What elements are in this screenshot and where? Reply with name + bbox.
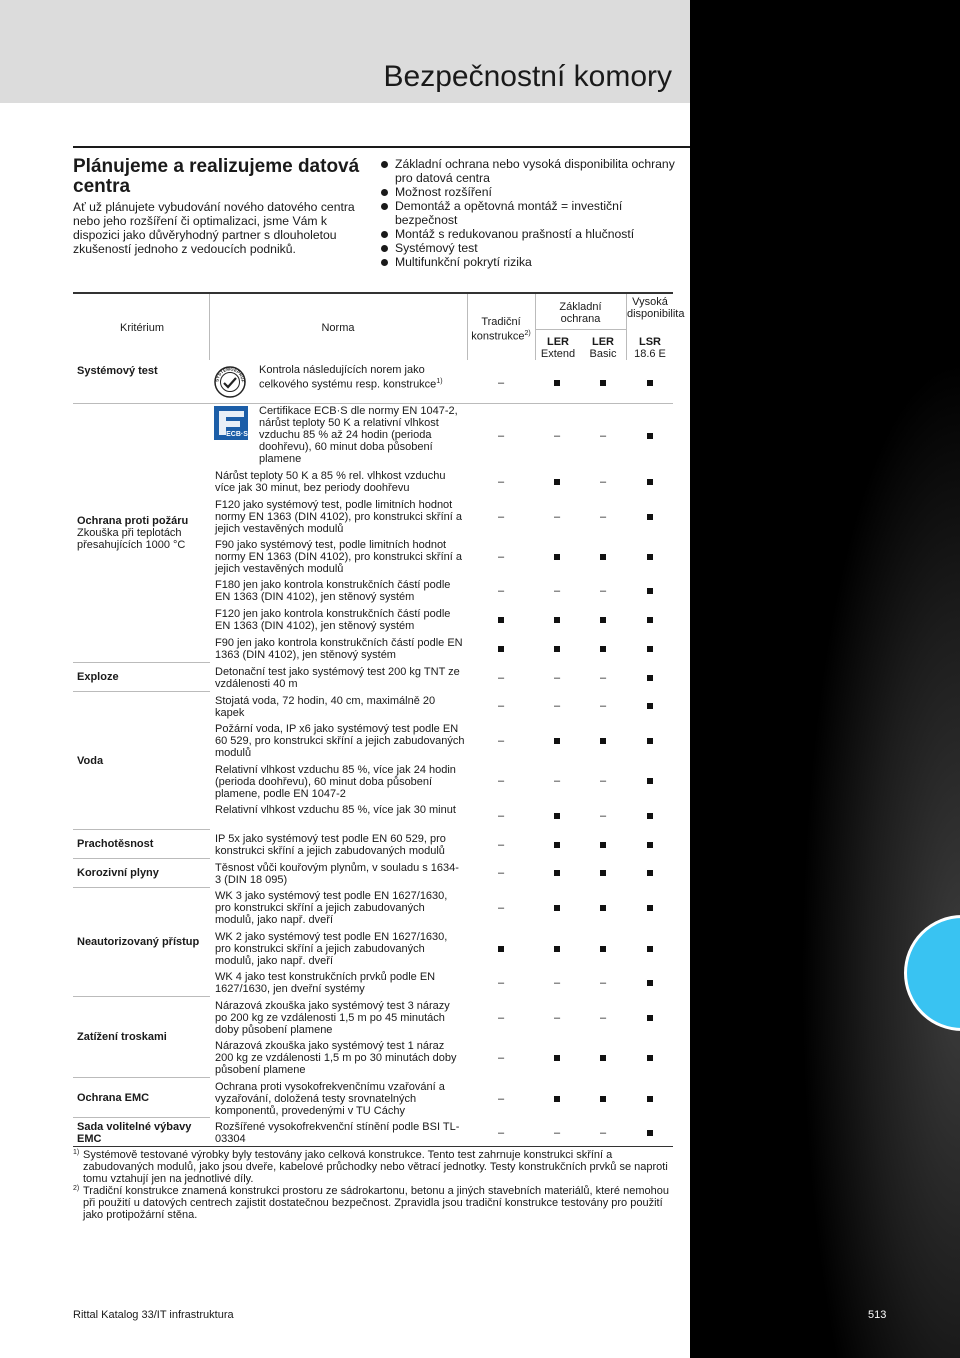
group-label-text: Ochrana EMC: [77, 1092, 150, 1104]
dash-mark: [489, 511, 513, 523]
dash-mark: [545, 672, 569, 684]
norma-text: Požární voda, IP x6 jako systémový test podle EN 60 529, pro konstrukci skříní a jejich zabudovaných modulů: [215, 723, 465, 759]
dash-mark: [591, 810, 615, 822]
norma-text: F120 jen jako kontrola konstrukčních částí podle EN 1363 (DIN 4102), jen stěnový systém: [215, 608, 451, 632]
footnote-text: Tradiční konstrukce znamená konstrukci prostoru ze sádrokartonu, betonu a jiných stavebních materiálů, které nemohou při použití u datových centrech zajistit dostatečnou bezpečnost. Zpravidla jsou tradiční konstrukce testovány pro použití jako protipožární stěna.: [83, 1185, 669, 1221]
feature-bullet: Základní ochrana nebo vysoká disponibilita ochrany pro datová centra: [381, 157, 681, 185]
filled-square-mark: [591, 551, 615, 563]
group-label-emc: [77, 1092, 209, 1104]
dash-mark: [489, 1052, 513, 1064]
norma-text: Stojatá voda, 72 hodin, 40 cm, maximálně 20 kapek: [215, 695, 436, 719]
filled-square-mark: [591, 643, 615, 655]
group-label-text: Neautorizovaný přístup: [77, 936, 200, 948]
filled-square-mark: [591, 1052, 615, 1064]
col-header-tradicni: [467, 316, 535, 343]
filled-square-mark: [545, 551, 569, 563]
dash-mark: [489, 1012, 513, 1024]
filled-square-mark: [545, 943, 569, 955]
norma-text: Nárazová zkouška jako systémový test 1 náraz 200 kg ze vzdálenosti 1,5 m po 30 minutách doby působení plamene: [215, 1040, 457, 1076]
filled-square-mark: [638, 585, 662, 597]
col-header-zakladni: Základní ochrana: [559, 301, 602, 325]
side-decor-panel: [690, 0, 960, 1358]
norma-text: Těsnost vůči kouřovým plynům, v souladu s 1634-3 (DIN 18 095): [215, 862, 459, 886]
dash-mark: [591, 977, 615, 989]
filled-square-mark: [638, 614, 662, 626]
dash-mark: [591, 585, 615, 597]
norma-text: F90 jako systémový test, podle limitních hodnot normy EN 1363 (DIN 4102), pro konstrukci skříní a jejich vestavěných modulů: [215, 539, 462, 575]
filled-square-mark: [638, 839, 662, 851]
norma-text: Nárůst teploty 50 K a 85 % rel. vlhkost vzduchu více jak 30 minut, bez periody doohřevu: [215, 470, 446, 494]
norma-text: Detonační test jako systémový test 200 kg TNT ze vzdálenosti 40 m: [215, 666, 460, 690]
ecbs-text: ECB·S: [226, 431, 248, 438]
filled-square-mark: [545, 377, 569, 389]
filled-square-mark: [638, 430, 662, 442]
group-label-dust: [77, 838, 209, 850]
col-header-tradicni-text: Tradiční konstrukce: [471, 316, 525, 343]
norma-text: F90 jen jako kontrola konstrukčních částí podle EN 1363 (DIN 4102), jen stěnový systém: [215, 637, 463, 661]
filled-square-mark: [545, 867, 569, 879]
filled-square-mark: [545, 839, 569, 851]
dash-mark: [489, 810, 513, 822]
filled-square-mark: [545, 1052, 569, 1064]
feature-bullet: Multifunkční pokrytí rizika: [381, 255, 681, 269]
dash-mark: [489, 1127, 513, 1139]
dash-mark: [545, 511, 569, 523]
filled-square-mark: [638, 1012, 662, 1024]
filled-square-mark: [545, 810, 569, 822]
col-header-ler-extend-b: Extend: [540, 348, 576, 360]
norma-text: Relativní vlhkost vzduchu 85 %, více jak 24 hodin (perioda doohřevu), 60 minut doba působení plamene, podle EN 1047-2: [215, 764, 456, 800]
col-header-ler-basic-b: Basic: [589, 348, 617, 360]
filled-square-mark: [489, 614, 513, 626]
filled-square-mark: [545, 614, 569, 626]
dash-mark: [545, 585, 569, 597]
dash-mark: [489, 551, 513, 563]
norma-sup: 1): [436, 378, 443, 385]
dash-mark: [545, 700, 569, 712]
dash-mark: [489, 902, 513, 914]
col-header-ler-extend: [536, 336, 580, 360]
norma-cell: [259, 364, 464, 391]
norma-text: Ochrana proti vysokofrekvenčnímu vzařování a vyzařování, doložená testy srovnatelných komponentů, provedenými v TU Cáchy: [215, 1081, 445, 1117]
group-divider: [73, 996, 210, 997]
group-divider: [73, 1077, 210, 1078]
page-number: 513: [868, 1309, 887, 1321]
group-label-access: [77, 936, 209, 948]
group-label-text: Systémový test: [77, 365, 158, 377]
dash-mark: [591, 511, 615, 523]
feature-bullet: Systémový test: [381, 241, 681, 255]
col-header-lsr-a: LSR: [639, 336, 661, 348]
page-title: Bezpečnostní komory: [383, 60, 672, 93]
group-divider: [73, 887, 210, 888]
group-divider: [73, 1117, 210, 1118]
group-label-system-test: [77, 365, 209, 377]
norma-text: Nárazová zkouška jako systémový test 3 nárazy po 200 kg ze vzdálenosti 1,5 m po 45 minutách doby působení plamene: [215, 1000, 450, 1036]
filled-square-mark: [638, 902, 662, 914]
group-divider: [73, 691, 210, 692]
dash-mark: [545, 977, 569, 989]
dash-mark: [489, 700, 513, 712]
feature-bullet: Montáž s redukovanou prašností a hlučností: [381, 227, 681, 241]
filled-square-mark: [638, 511, 662, 523]
group-label-text: Korozivní plyny: [77, 867, 159, 879]
group-label-gases: [77, 867, 209, 879]
dash-mark: [591, 672, 615, 684]
filled-square-mark: [591, 902, 615, 914]
norma-text: WK 4 jako test konstrukčních prvků podle EN 1627/1630, jen dveřní systémy: [215, 971, 436, 995]
system-test-seal-icon: [214, 366, 246, 398]
dash-mark: [489, 1093, 513, 1105]
intro-text: Ať už plánujete vybudování nového datového centra nebo jeho rozšíření či optimalizaci, jsme Vám k dispozici jako důvěryhodný partner s dlouholetou zkušeností jednoho z vedoucích podniků.: [73, 200, 355, 256]
filled-square-mark: [545, 643, 569, 655]
group-label-emc-kit: [77, 1121, 202, 1145]
col-header-lsr-b: 18.6 E: [634, 348, 666, 360]
filled-square-mark: [638, 476, 662, 488]
norma-text: F120 jako systémový test, podle limitních hodnot normy EN 1363 (DIN 4102), pro konstrukci skříní a jejich vestavěných modulů: [215, 499, 462, 535]
filled-square-mark: [638, 1052, 662, 1064]
norma-text: Relativní vlhkost vzduchu 85 %, více jak 30 minut: [215, 804, 456, 816]
filled-square-mark: [638, 977, 662, 989]
ecbs-logo-icon: [214, 406, 248, 440]
seal-text: SYSTEMGEPRÜF: [214, 366, 246, 383]
col-header-tradicni-sup: 2): [524, 330, 531, 337]
footnote-marker: 1): [73, 1149, 80, 1156]
filled-square-mark: [489, 643, 513, 655]
col-header-ler-basic: [581, 336, 625, 360]
dash-mark: [489, 977, 513, 989]
footnote-text: Systémově testované výrobky byly testovány jako celková konstrukce. Tento test zahrnuje konstrukci skříní a zabudovaných modulů, jako jsou dveře, kabelové průchodky nebo větrací jednotky. Testy konstrukčních prvků se naproti tomu vztahují jen na jednotlivé díly.: [83, 1149, 668, 1185]
dash-mark: [489, 735, 513, 747]
table-top-rule: [73, 292, 673, 294]
dash-mark: [489, 430, 513, 442]
filled-square-mark: [591, 614, 615, 626]
group-label-text: Exploze: [77, 671, 119, 683]
group-label-text: Ochrana proti požáru: [77, 515, 189, 527]
filled-square-mark: [591, 1093, 615, 1105]
filled-square-mark: [638, 735, 662, 747]
norma-text: WK 3 jako systémový test podle EN 1627/1630, pro konstrukci skříní a jejich zabudovaných modulů, jako např. dveří: [215, 890, 448, 926]
dash-mark: [591, 700, 615, 712]
group-label-text: Voda: [77, 755, 104, 767]
group-label-debris: [77, 1031, 209, 1043]
group-label-text: Prachotěsnost: [77, 838, 154, 850]
dash-mark: [545, 1012, 569, 1024]
filled-square-mark: [489, 943, 513, 955]
dash-mark: [591, 775, 615, 787]
col-header-lsr: [627, 336, 673, 360]
norma-text: F180 jen jako kontrola konstrukčních částí podle EN 1363 (DIN 4102), jen stěnový systém: [215, 579, 451, 603]
filled-square-mark: [591, 943, 615, 955]
filled-square-mark: [638, 672, 662, 684]
group-divider: [73, 403, 673, 404]
header-divider: [209, 294, 210, 360]
norma-text: IP 5x jako systémový test podle EN 60 529, pro konstrukci skříní a jejich zabudovaných modulů: [215, 833, 446, 857]
col-header-ler-extend-a: LER: [547, 336, 569, 348]
section-rule: [73, 146, 690, 148]
header-divider: [536, 329, 626, 330]
footer-catalog: Rittal Katalog 33/IT infrastruktura: [73, 1309, 234, 1321]
dash-mark: [545, 775, 569, 787]
filled-square-mark: [545, 1093, 569, 1105]
dash-mark: [591, 1127, 615, 1139]
filled-square-mark: [638, 1093, 662, 1105]
dash-mark: [489, 377, 513, 389]
filled-square-mark: [638, 377, 662, 389]
filled-square-mark: [638, 810, 662, 822]
filled-square-mark: [638, 643, 662, 655]
dash-mark: [489, 775, 513, 787]
norma-text: WK 2 jako systémový test podle EN 1627/1630, pro konstrukci skříní a jejich zabudovaných modulů, jako např. dveří: [215, 931, 448, 967]
norma-text: Kontrola následujících norem jako celkového systému resp. konstrukce: [259, 364, 437, 391]
filled-square-mark: [545, 735, 569, 747]
group-label-sub: Zkouška při teplotách přesahujících 1000 °C: [77, 527, 186, 551]
filled-square-mark: [591, 867, 615, 879]
feature-bullet-list: [381, 157, 681, 269]
table-bottom-rule: [73, 1146, 673, 1147]
col-header-kriterium: Kritérium: [119, 322, 164, 334]
dash-mark: [591, 430, 615, 442]
filled-square-mark: [638, 867, 662, 879]
feature-bullet: Možnost rozšíření: [381, 185, 681, 199]
dash-mark: [545, 1127, 569, 1139]
group-divider: [73, 829, 210, 830]
filled-square-mark: [638, 775, 662, 787]
dash-mark: [545, 430, 569, 442]
col-header-vysoka: Vysoká disponibilita: [627, 296, 685, 320]
filled-square-mark: [591, 839, 615, 851]
group-label-text: Sada volitelné výbavy EMC: [77, 1121, 192, 1145]
group-label-water: [77, 755, 209, 767]
norma-text: Certifikace ECB·S dle normy EN 1047-2, nárůst teploty 50 K a relativní vlhkost vzduchu 85 % až 24 hodin (perioda doohřevu), 60 minut doba působení plamene: [259, 405, 458, 465]
dash-mark: [489, 672, 513, 684]
filled-square-mark: [638, 551, 662, 563]
dash-mark: [591, 476, 615, 488]
dash-mark: [489, 476, 513, 488]
dash-mark: [489, 839, 513, 851]
footnotes: [73, 1149, 673, 1221]
filled-square-mark: [545, 902, 569, 914]
group-divider: [73, 662, 210, 663]
col-header-ler-basic-a: LER: [592, 336, 614, 348]
group-label-fire: [77, 515, 209, 551]
col-header-norma: Norma: [321, 322, 355, 334]
footnote: [73, 1149, 673, 1185]
dash-mark: [591, 1012, 615, 1024]
feature-bullet: Demontáž a opětovná montáž = investiční bezpečnost: [381, 199, 681, 227]
filled-square-mark: [638, 1127, 662, 1139]
filled-square-mark: [591, 735, 615, 747]
group-label-explosion: [77, 671, 209, 683]
dash-mark: [489, 867, 513, 879]
intro-heading: Plánujeme a realizujeme datová centra: [73, 156, 360, 197]
footnote: [73, 1185, 673, 1221]
filled-square-mark: [638, 943, 662, 955]
norma-text: Rozšířené vysokofrekvenční stínění podle BSI TL-03304: [215, 1121, 460, 1145]
filled-square-mark: [591, 377, 615, 389]
group-divider: [73, 858, 210, 859]
dash-mark: [489, 585, 513, 597]
filled-square-mark: [545, 476, 569, 488]
footnote-marker: 2): [73, 1185, 80, 1192]
filled-square-mark: [638, 700, 662, 712]
group-label-text: Zatížení troskami: [77, 1031, 167, 1043]
